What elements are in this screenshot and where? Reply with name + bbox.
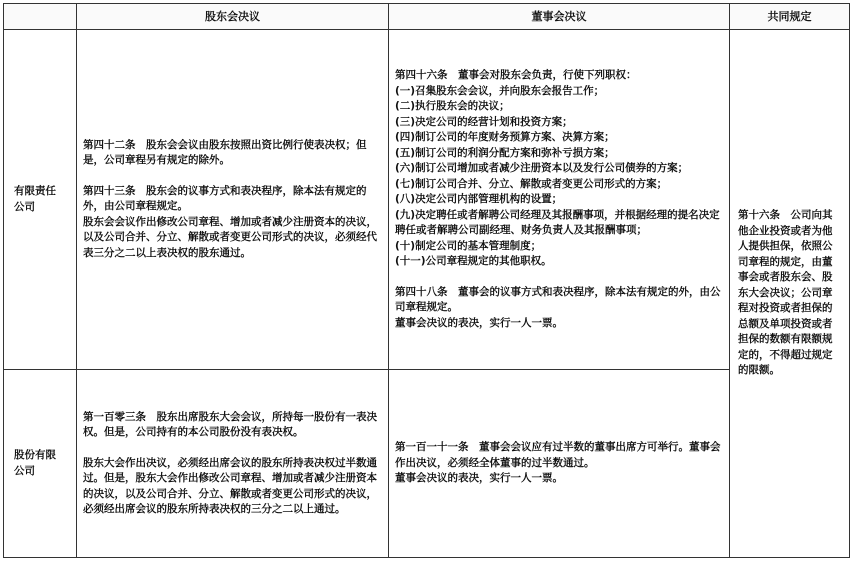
llc-board-voting-rule: 董事会决议的表决，实行一人一票。: [395, 316, 563, 329]
llc-board-item-8: (八)决定公司内部管理机构的设置；: [395, 193, 563, 205]
resolution-comparison-table: [3, 3, 850, 558]
llc-board-article-46: 第四十六条 董事会对股东会负责，行使下列职权：: [395, 69, 637, 81]
row-label-llc: 有限责任公司: [4, 30, 77, 370]
llc-board-item-7: (七)制订公司合并、分立、解散或者变更公司形式的方案；: [395, 177, 668, 190]
llc-board-item-2: (二)执行股东会的决议；: [395, 100, 510, 112]
llc-board-item-6: (六)制订公司增加或者减少注册资本以及发行公司债券的方案；: [395, 162, 689, 174]
llc-board-cell: [389, 30, 730, 370]
llc-board-item-11: (十一)公司章程规定的其他职权。: [395, 255, 552, 267]
llc-shareholders-cell: [77, 30, 389, 370]
header-shareholders-resolution: 股东会决议: [77, 4, 389, 30]
jsc-board-voting-rule: 董事会决议的表决，实行一人一票。: [395, 472, 563, 485]
header-board-resolution: 董事会决议: [389, 4, 730, 30]
jsc-shareholders-article-103: 第一百零三条 股东出席股东大会会议，所持每一股份有一表决权。但是，公司持有的本公司股份没有表决权。: [83, 410, 377, 438]
llc-board-item-5: (五)制订公司的利润分配方案和弥补亏损方案；: [395, 146, 615, 159]
row-label-jsc: 股份有限公司: [4, 370, 77, 558]
llc-shareholders-article-43: 第四十三条 股东会的议事方式和表决程序，除本法有规定的外，由公司章程规定。: [83, 184, 367, 213]
jsc-board-cell: [389, 370, 730, 558]
common-provisions-cell: [730, 30, 850, 558]
llc-board-item-9: (九)决定聘任或者解聘公司经理及其报酬事项，并根据经理的提名决定聘任或者解聘公司副经理、财务负责人及其报酬事项；: [395, 208, 720, 236]
header-common-provisions: 共同规定: [730, 4, 850, 30]
llc-board-article-48: 第四十八条 董事会的议事方式和表决程序，除本法有规定的外，由公司章程规定。: [395, 285, 721, 313]
jsc-shareholders-cell: [77, 370, 389, 558]
llc-board-item-1: (一)召集股东会会议，并向股东会报告工作；: [395, 84, 605, 97]
llc-shareholders-article-42: 第四十二条 股东会会议由股东按照出资比例行使表决权；但是，公司章程另有规定的除外。: [83, 138, 367, 167]
jsc-board-article-111: 第一百一十一条 董事会会议应有过半数的董事出席方可举行。董事会作出决议，必须经全体董事的过半数通过。: [395, 441, 721, 469]
llc-shareholders-article-43-cont: 股东会会议作出修改公司章程、增加或者减少注册资本的决议，以及公司合并、分立、解散或者变更公司形式的决议，必须经代表三分之二以上表决权的股东通过。: [83, 215, 377, 259]
llc-board-item-10: (十)制定公司的基本管理制度；: [395, 239, 542, 252]
table-row-jsc: [4, 370, 850, 558]
table-row-llc: [4, 30, 850, 370]
table-header-row: [4, 4, 850, 30]
jsc-shareholders-majority-rule: 股东大会作出决议，必须经出席会议的股东所持表决权过半数通过。但是，股东大会作出修改公司章程、增加或者减少注册资本的决议，以及公司合并、分立、解散或者变更公司形式的决议，必须经出席会议的股东所持表决权的三分之二以上通过。: [83, 456, 377, 515]
common-article-16: 第十六条 公司向其他企业投资或者为他人提供担保，依照公司章程的规定，由董事会或者股东会、股东大会决议；公司章程对投资或者担保的总额及单项投资或者担保的数额有限额规定的，不得超过规定的限额。: [738, 209, 833, 377]
header-corner-cell: [4, 4, 77, 30]
llc-board-item-3: (三)决定公司的经营计划和投资方案；: [395, 115, 573, 128]
llc-board-item-4: (四)制订公司的年度财务预算方案、决算方案；: [395, 131, 615, 143]
